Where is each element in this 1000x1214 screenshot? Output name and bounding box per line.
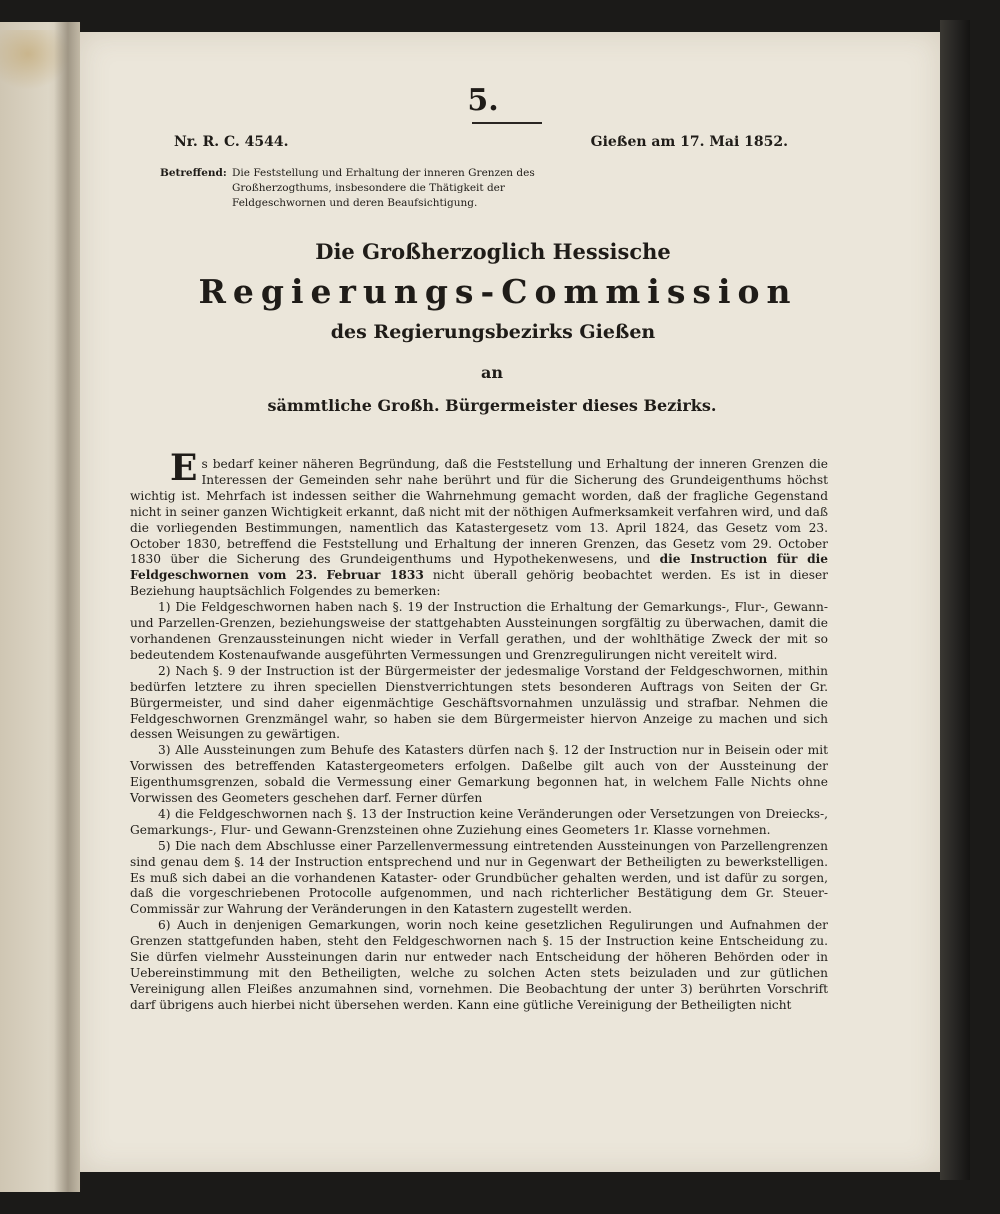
document-content xyxy=(128,84,828,1014)
body-text xyxy=(130,447,829,1014)
subject-block xyxy=(160,166,828,211)
issuer-title: Regierungs-Commission xyxy=(198,272,798,311)
paragraph-1: 1) Die Feldgeschwornen haben nach §. 19 der Instruction die Erhaltung der Gemarkungs-, Flur-, Gewann- und Parzellen-Grenzen, beziehungsweise der stattgehabten Aussteinungen sorgfältig zu überwachen, damit die vorhandenen Grenzaussteinungen nicht wieder in Verfall gerathen, und der wohlthätige Zweck der mit so bedeutendem Kostenaufwande ausgeführten Vermessungen und Grenzregulirungen nicht vereitelt wird. xyxy=(130,600,828,662)
intro-text-a: s bedarf keiner näheren Begründung, daß die Feststellung und Erhaltung der inneren Grenzen die Interessen der Gemeinden sehr nahe berührt und für die Sicherung des Grundeigenthums höchst wichtig ist. Mehrfach ist indessen seither die Wahrnehmung gemacht worden, daß der fragliche Gegenstand nicht in seiner ganzen Wichtigkeit erkannt, daß nicht mit der nöthigen Aufmerksamkeit verfahren wird, und daß die vorliegenden Bestimmungen, namentlich das Katastergesetz vom 13. April 1824, das Gesetz vom 23. October 1830, betreffend die Feststellung und Erhaltung der inneren Grenzen, das Gesetz vom 29. October 1830 über die Sicherung des Grundeigenthums und Hypothekenwesens, und xyxy=(130,457,828,567)
book-cover-edge xyxy=(940,20,970,1180)
place-date: Gießen am 17. Mai 1852. xyxy=(590,134,788,150)
intro-paragraph xyxy=(130,447,829,600)
drop-cap: E xyxy=(170,447,198,489)
paragraph-6: 6) Auch in denjenigen Gemarkungen, worin noch keine gesetzlichen Regulirungen und Aufnahmen der Grenzen stattgefunden haben, steht den Feldgeschwornen nach §. 15 der Instruction keine Entscheidung zu. Sie dürfen vielmehr Aussteinungen darin nur entweder nach Entscheidung der höheren Behörden oder in Uebereinstimmung mit den Betheiligten, welche zu solchen Acten stets beizuladen und zur gütlichen Vereinigung allen Fleißes anzumahnen sind, vornehmen. Die Beobachtung der unter 3) berührten Vorschrift darf übrigens auch hierbei nicht übersehen werden. Kann eine gütliche Vereinigung der Betheiligten nicht xyxy=(130,918,828,1012)
subject-label: Betreffend: xyxy=(160,167,227,179)
paragraph-3: 3) Alle Aussteinungen zum Behufe des Katasters dürfen nach §. 12 der Instruction nur in Beisein oder mit Vorwissen des betreffenden Katastergeometers erfolgen. Daßelbe gilt auch von der Aussteinung der Eigenthumsgrenzen, sobald die Vermessung einer Gemarkung begonnen hat, in welchem Falle Nichts ohne Vorwissen des Geometers geschehen darf. Ferner dürfen xyxy=(130,743,828,806)
issuer-line-1: Die Großherzoglich Hessische xyxy=(315,239,671,264)
issuer-line-4: an xyxy=(481,363,503,382)
intro-emphasis: die Instruction für die Feldgeschwornen vom 23. Februar 1833 xyxy=(130,552,829,583)
addressee-line: sämmtliche Großh. Bürgermeister dieses Bezirks. xyxy=(267,396,717,415)
intro-text-b: nicht überall gehörig beobachtet werden. Es ist in dieser Beziehung hauptsächlich Folgendes zu bemerken: xyxy=(130,568,829,599)
paragraph-5: 5) Die nach dem Abschlusse einer Parzellenvermessung eintretenden Aussteinungen von Parzellengrenzen sind genau dem §. 14 der Instruction entsprechend und nur in Gegenwart der Betheiligten zu bewerkstelligen. Es muß sich dabei an die vorhandenen Kataster- oder Grundbücher gehalten werden, und ist dafür zu sorgen, daß die vorgeschriebenen Protocolle aufgenommen, und nach richterlicher Bestätigung dem Gr. Steuer-Commissär zur Wahrung der Veränderungen in den Katastern zugestellt werden. xyxy=(130,838,828,917)
paragraph-2: 2) Nach §. 9 der Instruction ist der Bürgermeister der jedesmalige Vorstand der Feldgeschwornen, mithin bedürfen letztere zu ihren speciellen Dienstverrichtungen stets besonderen Auftrags von Seiten der Gr. Bürgermeister, und sind daher eigenmächtige Geschäftsvornahmen unzulässig und strafbar. Nehmen die Feldgeschwornen Grenzmängel wahr, so haben sie dem Bürgermeister hiervon Anzeige zu machen und sich dessen Weisungen zu gewärtigen. xyxy=(130,663,828,742)
subject-text: Die Feststellung und Erhaltung der inneren Grenzen des Großherzogthums, insbesondere die Thätigkeit der Feldgeschwornen und deren Beaufsichtigung. xyxy=(232,167,535,209)
page-number-rule xyxy=(472,122,542,124)
reference-number: Nr. R. C. 4544. xyxy=(174,134,289,150)
paragraph-4: 4) die Feldgeschwornen nach §. 13 der Instruction keine Veränderungen oder Versetzungen von Dreiecks-, Gemarkungs-, Flur- und Gewann-Grenzsteinen ohne Zuziehung eines Geometers 1r. Klasse vornehmen. xyxy=(130,806,828,837)
issuer-line-3: des Regierungsbezirks Gießen xyxy=(330,321,656,343)
header-row xyxy=(128,134,828,150)
page-number: 5. xyxy=(467,83,499,118)
book-spine xyxy=(54,22,82,1192)
